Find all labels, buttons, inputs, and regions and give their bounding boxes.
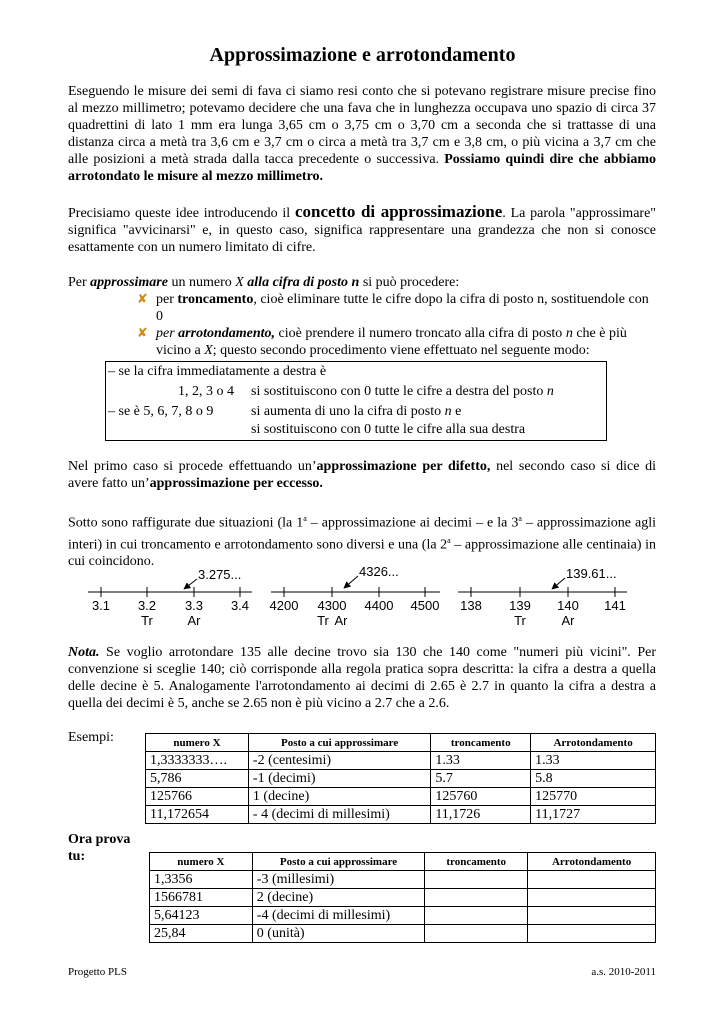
page-title: Approssimazione e arrotondamento: [209, 44, 516, 66]
bullet-text: , cioè eliminare tutte le cifre dopo la cifra di posto n, sostituendole con 0: [156, 292, 649, 324]
bullet-term: troncamento: [177, 292, 254, 307]
exercise-label-line1: Ora prova: [68, 832, 131, 847]
table-cell: 5,786: [146, 770, 249, 788]
procedure-term: alla cifra di posto: [243, 275, 352, 290]
rule-text: si sostituiscono con 0 tutte le cifre a destra del posto: [251, 384, 547, 399]
column-header: numero X: [150, 853, 253, 871]
examples-label: Esempi:: [68, 730, 114, 745]
table-header-row: [146, 734, 656, 752]
table-cell: -1 (decimi): [248, 770, 430, 788]
footer-right: a.s. 2010-2011: [591, 966, 656, 978]
table-cell: 1,3333333….: [146, 752, 249, 770]
intro-text: Eseguendo le misure dei semi di fava ci siamo resi conto che si potevano registrare misure precise fino al mezzo millimetro; potevamo decidere che una fava che in lunghezza occupava uno spazio di circa 37 quadrettini di lato 1 mm era lunga 3,65 cm o 3,75 cm o 3,70 cm a seconda che si trattasse di una distanza circa a metà tra 3,6 cm e 3,7 cm o circa a metà tra 3,7 cm e 3,8 cm, o più vicina a 3,7 cm che alle posizioni a metà strada dalla tacca precedente o successiva.: [68, 84, 656, 167]
table-row: [146, 806, 656, 824]
ordinal-sup: a: [518, 514, 522, 523]
procedure-text: Per: [68, 275, 91, 290]
cases-term: approssimazione per eccesso.: [149, 476, 323, 491]
bullet-text: cioè prendere il numero troncato alla cifra di posto: [275, 326, 566, 341]
column-header: Posto a cui approssimare: [252, 853, 425, 871]
bullet-var-n: n: [565, 326, 573, 341]
rule-var-n: n: [546, 384, 554, 399]
rule-case2-lead: – se è 5, 6, 7, 8 o 9: [108, 404, 214, 419]
concept-term: concetto di approssimazione: [295, 202, 503, 221]
table-cell: 0 (unità): [252, 925, 425, 943]
bullet-troncamento: [137, 291, 657, 325]
tr-label: Tr: [514, 613, 526, 628]
table-cell: 5.7: [431, 770, 531, 788]
examples-table: [145, 733, 656, 824]
table-cell: 125760: [431, 788, 531, 806]
situations-text: – approssimazione ai decimi – e la 3: [306, 515, 519, 531]
intro-paragraph: [68, 83, 656, 185]
column-header: numero X: [146, 734, 249, 752]
nota-text: Se voglio arrotondare 135 alle decine trovo sia 130 che 140 come "numeri più vicini". Per convenzione si sceglie 140; ciò corrisponde alla regola pratica sopra descritta: la cifra a destra a quella delle decine è 5. Analogamente l'arrotondamento ai decimi di 2.65 è 2.7 in quanto la cifra a destra a quella dei decimi è 5, anche se 2.65 non è più vicino a 2.7 che a 2.6.: [68, 645, 656, 711]
situations-text: Sotto sono raffigurate due situazioni (la 1: [68, 515, 304, 531]
rule-box: [105, 361, 607, 441]
cases-text: Nel primo caso si procede effettuando un’: [68, 459, 317, 474]
tick-label: 141: [604, 598, 626, 613]
rule-case2-action2: si sostituiscono con 0 tutte le cifre alla sua destra: [251, 422, 526, 437]
table-row: [150, 925, 656, 943]
bullet-term: arrotondamento,: [178, 326, 276, 341]
number-line-1-value: 3.275...: [198, 567, 242, 582]
table-row: [146, 770, 656, 788]
procedure-text: si può procedere:: [359, 275, 460, 290]
table-cell: 5.8: [531, 770, 656, 788]
procedure-var-n: n: [351, 275, 360, 290]
answer-cell[interactable]: [528, 907, 656, 925]
nota-label: Nota.: [68, 645, 100, 660]
column-header: Arrotondamento: [531, 734, 656, 752]
tick-label: 4200: [269, 598, 299, 613]
rule-text: e: [451, 404, 462, 419]
column-header: troncamento: [431, 734, 531, 752]
table-cell: 11,1727: [531, 806, 656, 824]
intro-conclusion: Possiamo quindi dire che abbiamo arrotondato le misure al mezzo millimetro.: [68, 152, 656, 184]
bullet-text: per: [156, 292, 178, 307]
nota-paragraph: [68, 644, 656, 712]
number-line-3: [458, 566, 627, 628]
cases-paragraph: [68, 458, 656, 492]
table-cell: 1.33: [531, 752, 656, 770]
table-row: [146, 752, 656, 770]
rule-case1-action: [251, 384, 554, 400]
ar-label: Ar: [561, 613, 575, 628]
table-row: [150, 871, 656, 889]
situations-text: – approssimazione alle centinaia) in cui coincidono.: [68, 537, 656, 570]
table-cell: 1.33: [431, 752, 531, 770]
answer-cell[interactable]: [425, 871, 528, 889]
tick-label: 3.2: [137, 598, 157, 613]
answer-cell[interactable]: [425, 889, 528, 907]
rule-var-n: n: [444, 404, 452, 419]
tick-label: 3.3: [184, 598, 204, 613]
table-cell: 11,172654: [146, 806, 249, 824]
concept-lead: Precisiamo queste idee introducendo il: [68, 206, 295, 221]
number-line-2: [270, 564, 440, 628]
column-header: troncamento: [425, 853, 528, 871]
tr-label: Tr: [317, 613, 329, 628]
procedure-var-x: X: [235, 275, 244, 290]
table-row: [150, 907, 656, 925]
tick-label: 140: [557, 598, 579, 613]
ar-label: Ar: [334, 613, 348, 628]
table-cell: 5,64123: [150, 907, 253, 925]
number-lines-figure: [0, 558, 725, 638]
answer-cell[interactable]: [425, 925, 528, 943]
rule-text: si aumenta di uno la cifra di posto: [251, 404, 445, 419]
exercise-label: [68, 831, 130, 865]
ordinal-sup: a: [447, 535, 451, 545]
tick-label: 4400: [364, 598, 394, 613]
table-cell: 125766: [146, 788, 249, 806]
table-cell: 125770: [531, 788, 656, 806]
procedure-intro: [68, 274, 656, 291]
ordinal-sup: a: [303, 514, 307, 523]
cross-icon: ✘: [137, 326, 148, 341]
number-line-2-value: 4326...: [359, 564, 399, 579]
table-cell: - 4 (decimi di millesimi): [248, 806, 430, 824]
exercise-table: [149, 852, 656, 943]
rule-case2-action: [251, 404, 461, 420]
footer-left: Progetto PLS: [68, 966, 127, 978]
rule-case1-digits: 1, 2, 3 o 4: [178, 384, 234, 399]
table-cell: 2 (decine): [252, 889, 425, 907]
cross-icon: ✘: [137, 292, 148, 307]
concept-end: .: [502, 206, 506, 221]
tick-label: 4500: [410, 598, 440, 613]
ar-label: Ar: [187, 613, 201, 628]
table-cell: 1,3356: [150, 871, 253, 889]
cases-text: nel secondo caso si dice di avere fatto un’: [68, 459, 656, 491]
bullet-arrotondamento: [137, 325, 657, 359]
answer-cell[interactable]: [425, 907, 528, 925]
tick-label: 138: [460, 598, 482, 613]
table-cell: 1 (decine): [248, 788, 430, 806]
rule-line1: – se la cifra immediatamente a destra è: [108, 364, 327, 379]
tick-label: 139: [509, 598, 531, 613]
bullet-text: ; questo secondo procedimento viene effettuato nel seguente modo:: [212, 343, 590, 358]
tick-label: 3.4: [230, 598, 250, 613]
tick-label: 4300: [317, 598, 347, 613]
table-cell: -3 (millesimi): [252, 871, 425, 889]
exercise-label-line2: tu:: [68, 849, 86, 864]
answer-cell[interactable]: [528, 889, 656, 907]
procedure-text: un numero: [167, 275, 236, 290]
concept-text: La parola "approssimare" significa "avvicinarsi" e, in questo caso, significa rappresentare una grandezza che non si conosce esattamente con un numero limitato di cifre.: [68, 206, 656, 255]
tick-label: 3.1: [91, 598, 111, 613]
number-line-1: [88, 567, 252, 628]
bullet-var-x: X: [204, 343, 213, 358]
bullet-text: che è più vicino a: [156, 326, 627, 358]
table-row: [146, 788, 656, 806]
concept-paragraph: [68, 203, 656, 256]
answer-cell[interactable]: [528, 871, 656, 889]
procedure-term: approssimare: [90, 275, 168, 290]
column-header: Arrotondamento: [528, 853, 656, 871]
table-cell: 11,1726: [431, 806, 531, 824]
table-cell: -4 (decimi di millesimi): [252, 907, 425, 925]
column-header: Posto a cui approssimare: [248, 734, 430, 752]
table-header-row: [150, 853, 656, 871]
situations-text: – approssimazione agli interi) in cui troncamento e arrotondamento sono diversi e una (la 2: [68, 515, 657, 553]
table-cell: -2 (centesimi): [248, 752, 430, 770]
table-cell: 1566781: [150, 889, 253, 907]
table-cell: 25,84: [150, 925, 253, 943]
bullet-text: per: [156, 326, 179, 341]
tr-label: Tr: [141, 613, 153, 628]
table-row: [150, 889, 656, 907]
answer-cell[interactable]: [528, 925, 656, 943]
number-line-3-value: 139.61...: [566, 566, 617, 581]
cases-term: approssimazione per difetto,: [316, 459, 491, 474]
